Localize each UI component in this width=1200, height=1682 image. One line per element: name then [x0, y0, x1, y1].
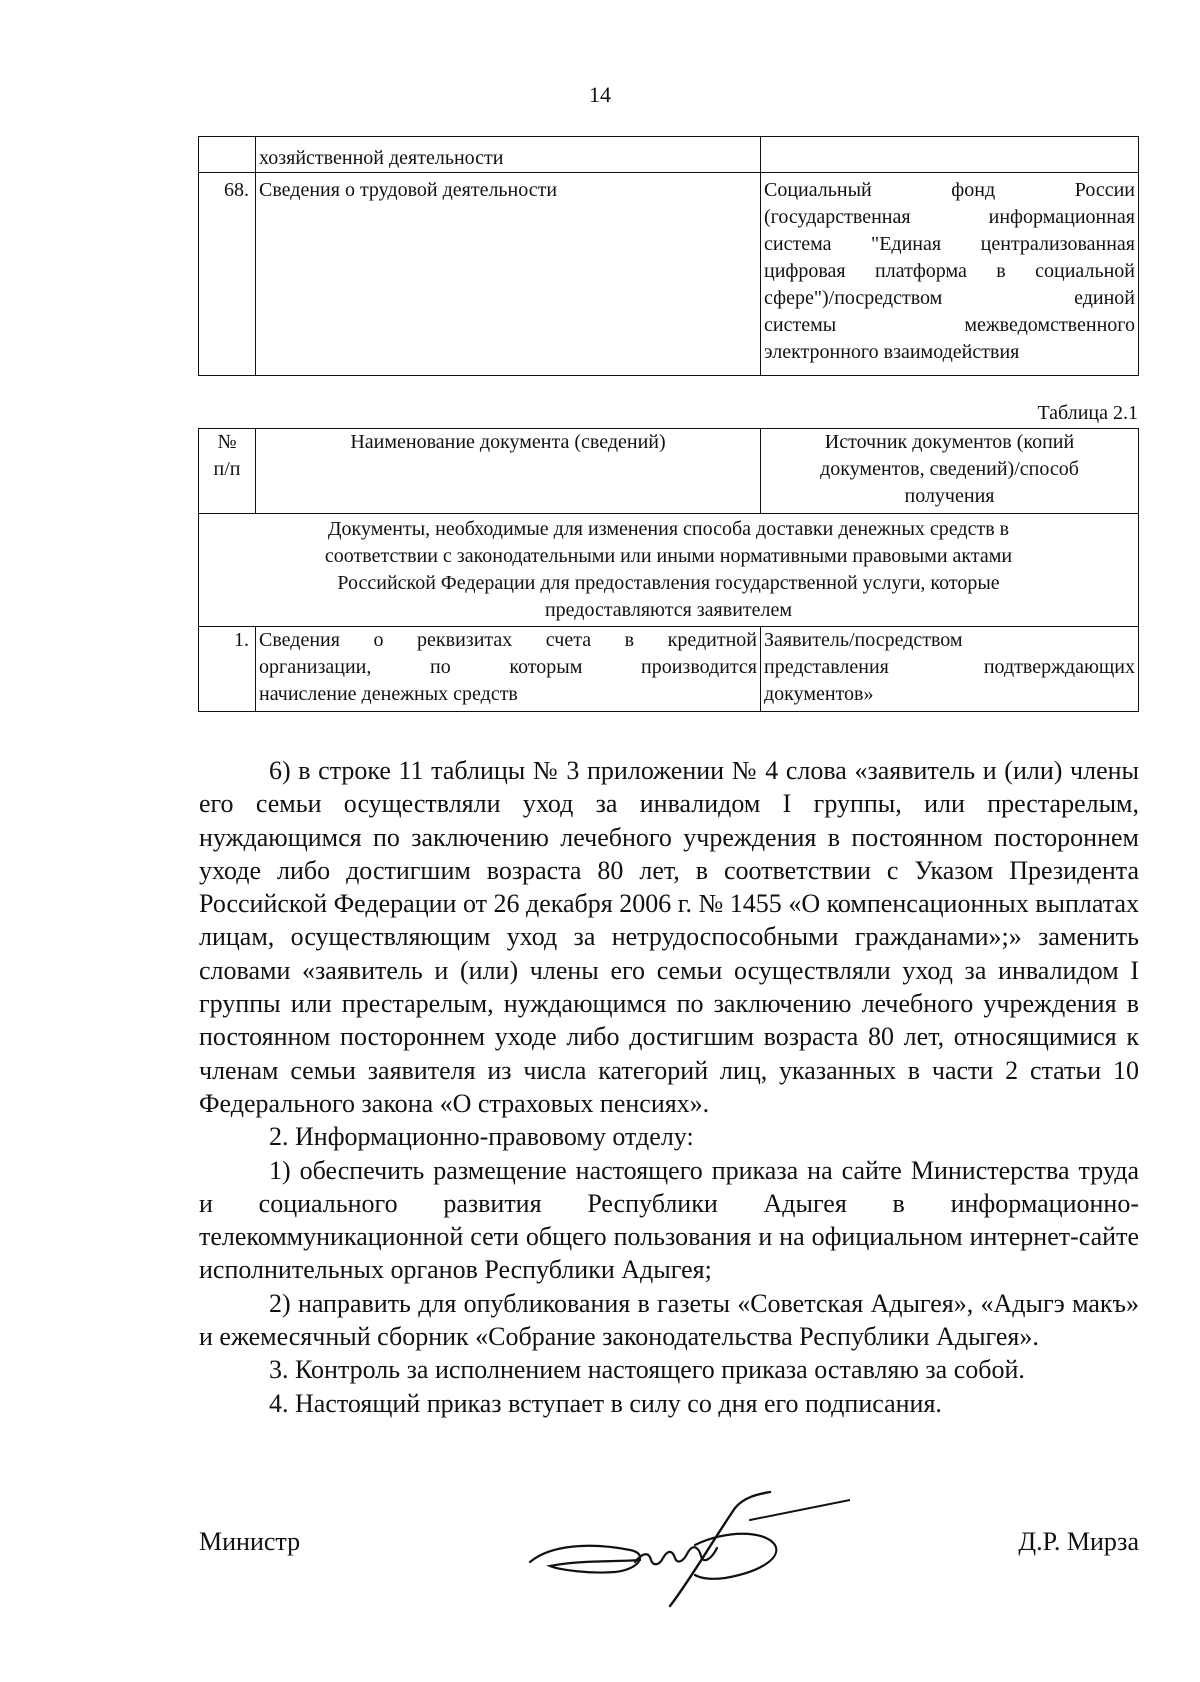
- header-line: Источник документов (копий: [824, 431, 1075, 453]
- table-row: [199, 627, 1139, 712]
- source-line: цифровая платформа в социальной: [764, 260, 1135, 282]
- row-number-cell: [199, 137, 256, 173]
- header-document-name: Наименование документа (сведений): [256, 429, 761, 514]
- source-line: системы межведомственного: [764, 314, 1135, 336]
- source-line: документов»: [764, 683, 874, 705]
- paragraph-effective-date: 4. Настоящий приказ вступает в силу со дня его подписания.: [269, 1388, 942, 1418]
- document-name-cell: [256, 627, 761, 712]
- header-line: документов, сведений)/способ: [820, 458, 1079, 480]
- continuation-table: [198, 136, 1139, 376]
- source-line: Заявитель/посредством: [764, 629, 963, 651]
- section-line: Российской Федерации для предоставления государственной услуги, которые: [337, 572, 1000, 594]
- source-line: представления подтверждающих: [764, 656, 1135, 678]
- paragraph-control: 3. Контроль за исполнением настоящего приказа оставляю за собой.: [269, 1355, 1025, 1385]
- source-line: Социальный фонд России: [764, 179, 1135, 201]
- handwritten-signature: [520, 1490, 850, 1610]
- header-line: п/п: [213, 458, 241, 480]
- row-number-cell: 1.: [199, 627, 256, 712]
- header-source: [761, 429, 1139, 514]
- table-header-row: [199, 429, 1139, 514]
- page-number: 14: [589, 82, 611, 107]
- paragraph-legal-department: 2. Информационно-правовому отделу:: [269, 1122, 694, 1152]
- source-line: сфере")/посредством единой: [764, 287, 1135, 309]
- signatory-position: Министр: [199, 1527, 301, 1556]
- name-line: организации, по которым производится: [259, 656, 757, 678]
- source-line: электронного взаимодействия: [764, 341, 1020, 363]
- paragraph-publish-newspapers: 2) направить для опубликования в газеты «Советская Адыгея», «Адыгэ макъ» и ежемесячный сборник «Собрание законодательства Республики Адыгея».: [199, 1288, 1139, 1352]
- source-cell: [761, 173, 1139, 376]
- table-caption: Таблица 2.1: [1037, 402, 1138, 424]
- section-line: соответствии с законодательными или иными нормативными правовыми актами: [324, 545, 1013, 567]
- source-cell: [761, 137, 1139, 173]
- section-line: Документы, необходимые для изменения способа доставки денежных средств в: [327, 518, 1010, 540]
- paragraph-publish-site: 1) обеспечить размещение настоящего приказа на сайте Министерства труда и социального развития Республики Адыгея в информационно-телекоммуникационной сети общего пользования и на официальном интернет-сайте исполнительных органов Республики Адыгея;: [199, 1155, 1139, 1285]
- header-line: №: [217, 431, 237, 453]
- source-line: система "Единая централизованная: [764, 233, 1135, 255]
- name-line: Сведения о реквизитах счета в кредитной: [259, 629, 757, 651]
- document-name-cell: Сведения о трудовой деятельности: [256, 173, 761, 376]
- section-line: предоставляются заявителем: [544, 599, 793, 621]
- source-line: (государственная информационная: [764, 206, 1135, 228]
- table-row: [199, 137, 1139, 173]
- paragraph-amendment: 6) в строке 11 таблицы № 3 приложении № 4 слова «заявитель и (или) члены его семьи осуществляли уход за инвалидом I группы, или престарелым, нуждающимся по заключению лечебного учреждения в постоянном постороннем уходе либо достигшим возраста 80 лет, в соответствии с Указом Президента Российской Федерации от 26 декабря 2006 г. № 1455 «О компенсационных выплатах лицам, осуществляющим уход за нетрудоспособными гражданами»;» заменить словами «заявитель и (или) члены его семьи осуществляли уход за инвалидом I группы или престарелым, нуждающимся по заключению лечебного учреждения в постоянном постороннем уходе либо достигшим возраста 80 лет, относящимися к членам семьи заявителя из числа категорий лиц, указанных в части 2 статьи 10 Федерального закона «О страховых пенсиях».: [199, 756, 1139, 1118]
- row-number-cell: 68.: [199, 173, 256, 376]
- table-row: [199, 173, 1139, 376]
- header-number: [199, 429, 256, 514]
- table-section-row: [199, 514, 1139, 627]
- document-name-cell: хозяйственной деятельности: [256, 137, 761, 173]
- table-2-1: [198, 428, 1139, 712]
- signatory-name: Д.Р. Мирза: [1018, 1527, 1139, 1556]
- header-line: получения: [904, 485, 995, 507]
- source-cell: [761, 627, 1139, 712]
- body-text: [199, 754, 1139, 1420]
- section-heading: [199, 514, 1139, 627]
- name-line: начисление денежных средств: [259, 683, 518, 705]
